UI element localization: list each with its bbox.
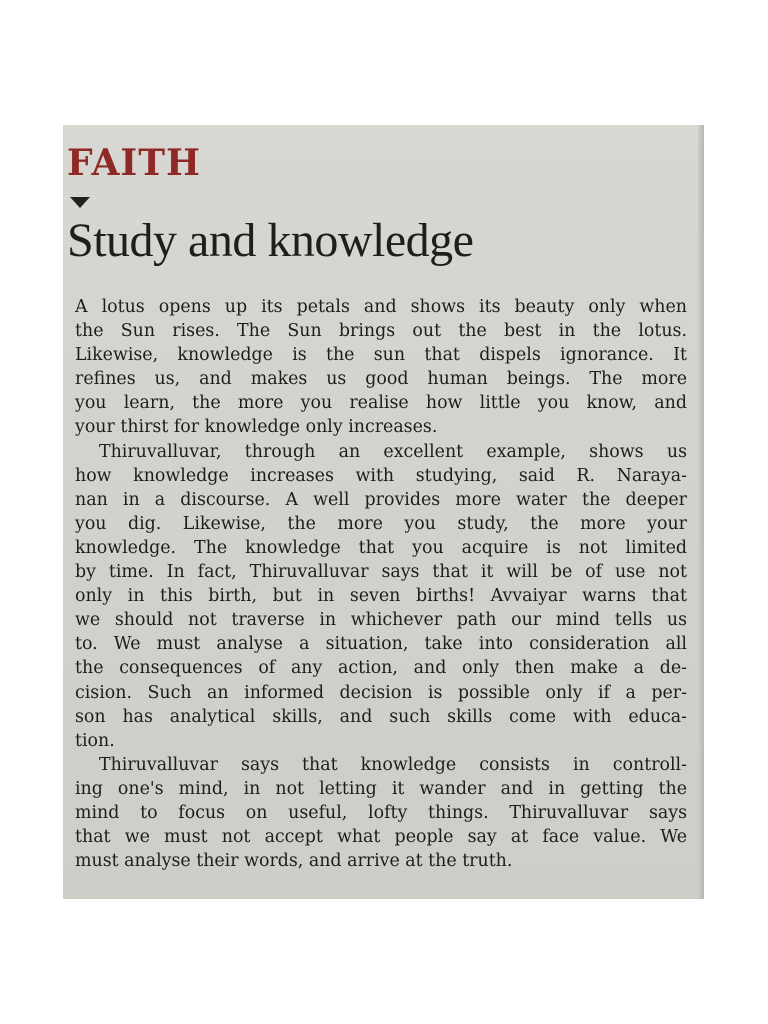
body-line: by time. In fact, Thiruvalluvar says that it will be of use not [75,562,687,583]
body-line: only in this birth, but in seven births! Avvaiyar warns that [75,586,687,607]
body-line: nan in a discourse. A well provides more water the deeper [75,489,687,510]
article-headline: Study and knowledge [67,214,474,267]
triangle-marker-icon [70,197,90,208]
body-line: how knowledge increases with studying, said R. Naraya- [75,465,687,486]
body-line: you dig. Likewise, the more you study, the more your [75,513,687,534]
body-line: Thiruvalluvar says that knowledge consists in controll- [99,754,687,775]
body-line: A lotus opens up its petals and shows its beauty only when [75,297,687,317]
body-line: tion. [75,730,115,751]
paper-edge-shadow [698,125,704,899]
body-line: you learn, the more you realise how little you know, and [75,393,687,414]
body-line: ing one's mind, in not letting it wander and in getting the [75,778,687,799]
section-label: FAITH [67,142,202,184]
body-line: to. We must analyse a situation, take into consideration all [75,634,687,655]
body-line: refines us, and makes us good human beings. The more [75,369,687,390]
body-line: that we must not accept what people say at face value. We [75,827,687,848]
body-line: your thirst for knowledge only increases. [75,417,438,438]
body-line: we should not traverse in whichever path our mind tells us [75,610,687,631]
body-line: Thiruvalluvar, through an excellent example, shows us [99,441,687,462]
body-line: the consequences of any action, and only then make a de- [75,658,687,679]
body-line: Likewise, knowledge is the sun that dispels ignorance. It [75,345,687,366]
body-line: mind to focus on useful, lofty things. Thiruvalluvar says [75,802,687,823]
article-body [75,295,687,873]
body-line: knowledge. The knowledge that you acquire is not limited [75,537,687,558]
body-line: the Sun rises. The Sun brings out the best in the lotus. [75,321,687,342]
newspaper-clipping [63,125,704,899]
body-line: must analyse their words, and arrive at the truth. [75,851,513,872]
body-line: son has analytical skills, and such skills come with educa- [75,706,687,727]
body-line: cision. Such an informed decision is possible only if a per- [75,682,687,703]
